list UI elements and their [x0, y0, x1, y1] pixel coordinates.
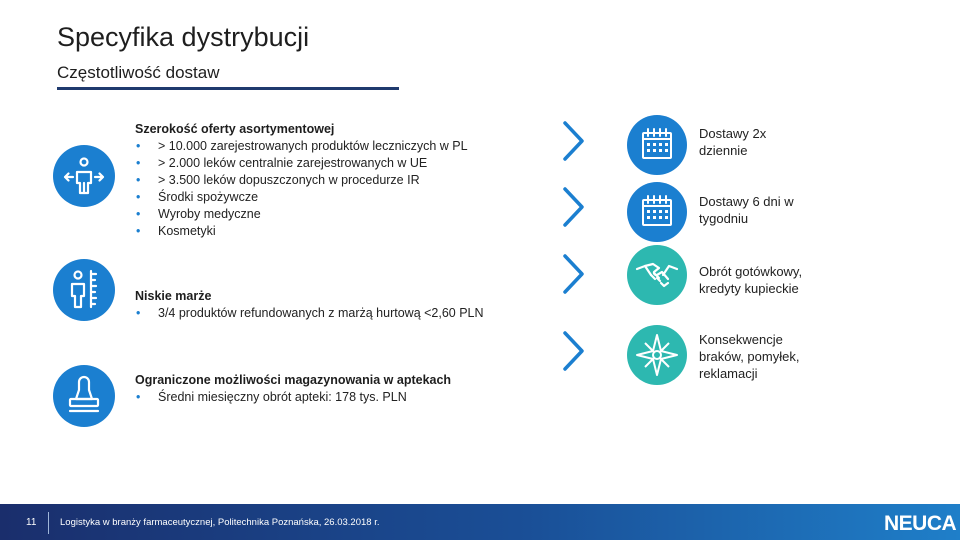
right-item-text: Obrót gotówkowy, kredyty kupieckie [699, 264, 803, 296]
person-scale-icon [53, 259, 115, 321]
bullet-list [135, 305, 484, 322]
stamp-icon [53, 365, 115, 427]
chevron-right-icon [560, 252, 588, 296]
list-item: • > 3.500 leków dopuszczonych w procedurze IR [135, 172, 468, 189]
chevron-right-icon [560, 329, 588, 373]
bullet-list [135, 389, 451, 406]
compass-star-icon [627, 325, 687, 385]
list-item: • > 10.000 zarejestrowanych produktów leczniczych w PL [135, 138, 468, 155]
text-block-storage [135, 372, 451, 406]
chevron-right-icon [560, 185, 588, 229]
footer-divider [48, 512, 49, 534]
block-heading: Ograniczone możliwości magazynowania w aptekach [135, 373, 452, 387]
person-arrows-icon [53, 145, 115, 207]
page-title: Specyfika dystrybucji [57, 22, 310, 52]
text-block-margins [135, 288, 484, 322]
bullet-list [135, 138, 468, 240]
text-block-offer [135, 121, 468, 240]
list-item: • 3/4 produktów refundowanych z marżą hurtową <2,60 PLN [135, 305, 484, 322]
chevron-right-icon [560, 119, 588, 163]
subtitle-underline [57, 87, 399, 90]
right-item-text: Dostawy 6 dni w tygodniu [699, 194, 794, 226]
block-heading: Szerokość oferty asortymentowej [135, 122, 335, 136]
handshake-icon [627, 245, 687, 305]
footer-bar [0, 504, 960, 540]
page-number: 11 [26, 517, 37, 528]
list-item: • Średni miesięczny obrót apteki: 178 tys. PLN [135, 389, 451, 406]
list-item: • Wyroby medyczne [135, 206, 468, 223]
footer-text: Logistyka w branży farmaceutycznej, Politechnika Poznańska, 26.03.2018 r. [60, 517, 380, 528]
calendar-icon [627, 115, 687, 175]
neuca-logo: NEUCA [884, 512, 957, 535]
right-item-text: Dostawy 2x dziennie [699, 126, 767, 158]
right-item-text: Konsekwencje braków, pomyłek, reklamacji [699, 332, 800, 381]
list-item: • > 2.000 leków centralnie zarejestrowanych w UE [135, 155, 468, 172]
calendar-icon [627, 182, 687, 242]
page-subtitle: Częstotliwość dostaw [57, 63, 220, 82]
list-item: • Środki spożywcze [135, 189, 468, 206]
list-item: • Kosmetyki [135, 223, 468, 240]
block-heading: Niskie marże [135, 289, 212, 303]
